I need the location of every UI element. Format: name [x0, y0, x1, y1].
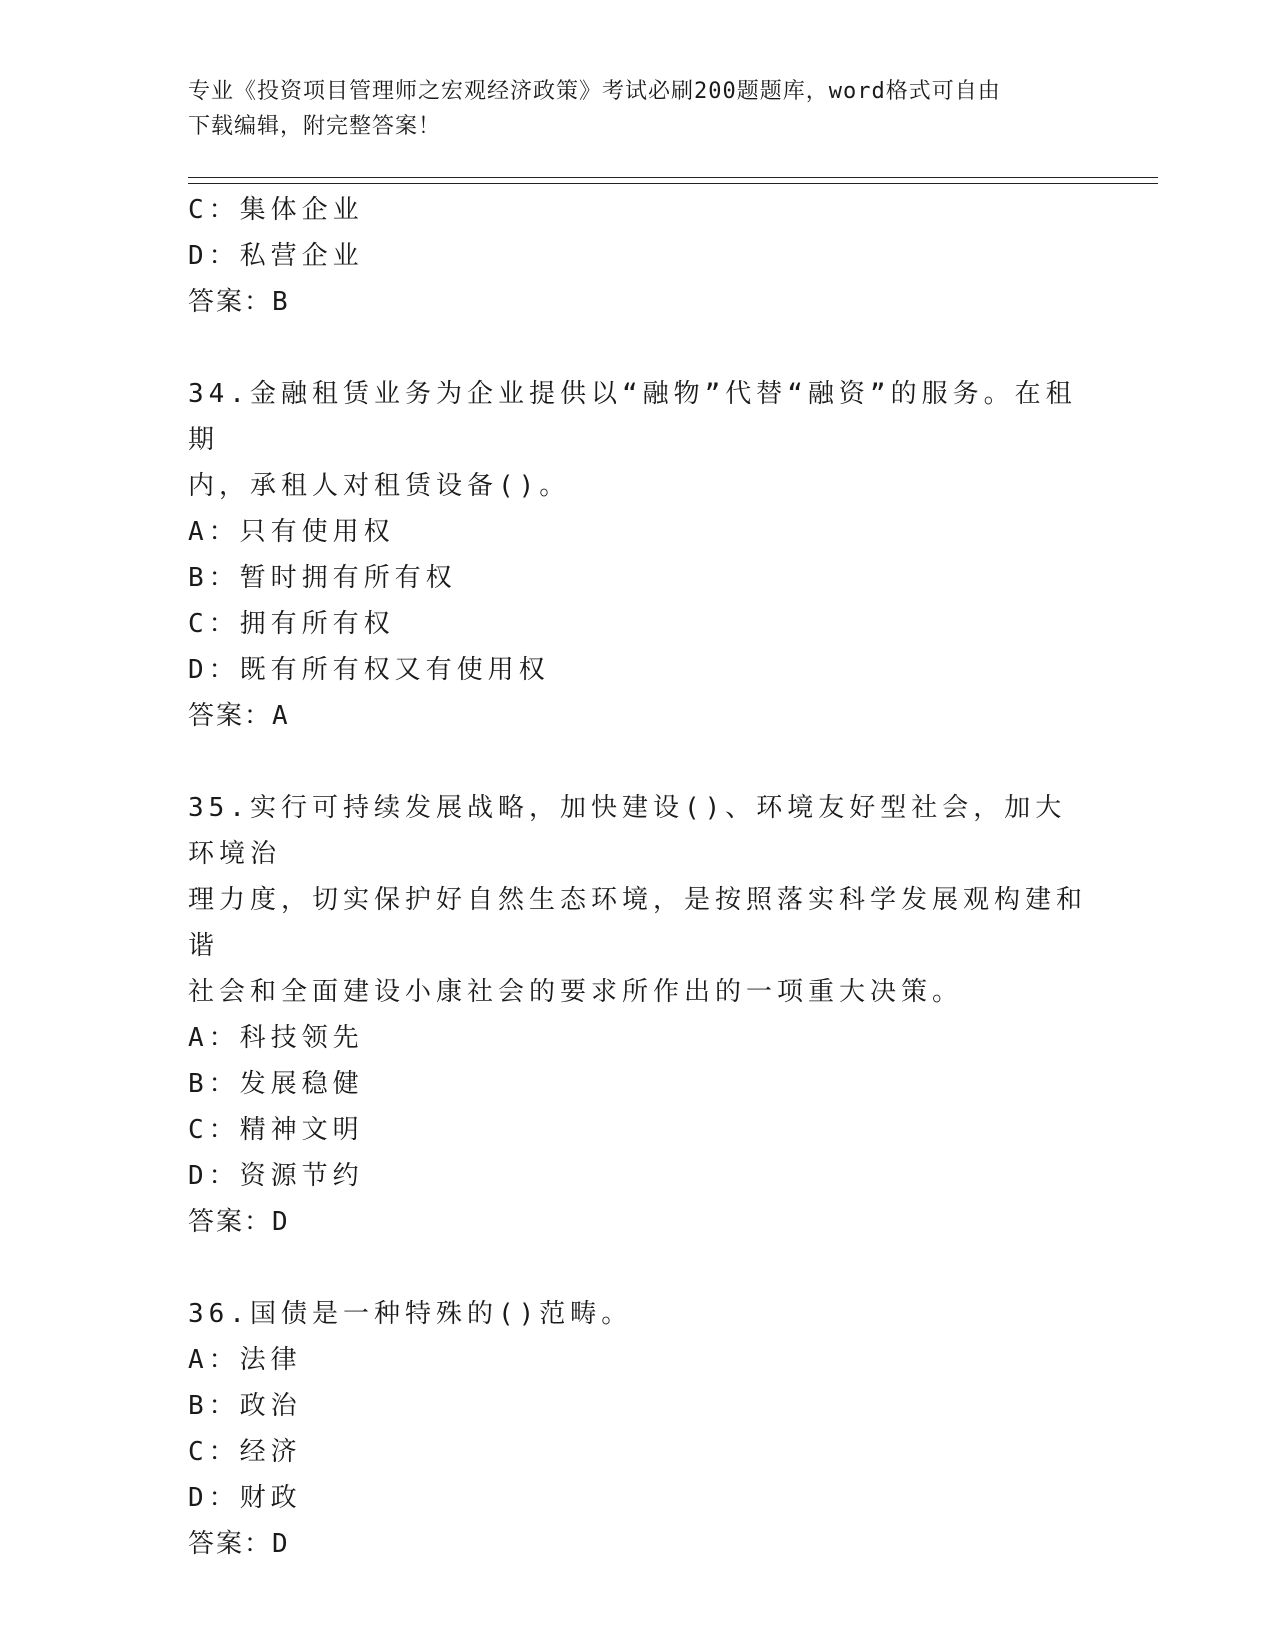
question-block-34 [188, 371, 1088, 739]
question-text-line: 36.国债是一种特殊的()范畴。 [188, 1299, 633, 1329]
option-a: A：科技领先 [188, 1023, 364, 1053]
header-divider-bottom [188, 183, 1158, 184]
document-header [188, 74, 1088, 144]
header-line-1: 专业《投资项目管理师之宏观经济政策》考试必刷200题题库，word格式可自由 [188, 79, 1001, 104]
question-text-line: 理力度，切实保护好自然生态环境，是按照落实科学发展观构建和谐 [188, 885, 1088, 961]
option-c: C：集体企业 [188, 195, 364, 225]
option-a: A：只有使用权 [188, 517, 395, 547]
option-b: B：暂时拥有所有权 [188, 563, 457, 593]
question-list [188, 187, 1088, 1567]
answer-line: 答案：B [188, 287, 290, 317]
option-a: A：法律 [188, 1345, 302, 1375]
answer-line: 答案：D [188, 1207, 290, 1237]
option-b: B：发展稳健 [188, 1069, 364, 1099]
option-c: C：拥有所有权 [188, 609, 395, 639]
header-line-2: 下载编辑，附完整答案！ [188, 114, 442, 139]
option-d: D：私营企业 [188, 241, 364, 271]
question-text-line: 社会和全面建设小康社会的要求所作出的一项重大决策。 [188, 977, 964, 1007]
question-block-36 [188, 1291, 1088, 1567]
option-c: C：精神文明 [188, 1115, 364, 1145]
option-d: D：财政 [188, 1483, 302, 1513]
option-c: C：经济 [188, 1437, 302, 1467]
answer-line: 答案：D [188, 1529, 290, 1559]
header-divider-top [188, 177, 1158, 178]
question-text-line: 34.金融租赁业务为企业提供以“融物”代替“融资”的服务。在租期 [188, 379, 1077, 455]
option-b: B：政治 [188, 1391, 302, 1421]
question-block-35 [188, 785, 1088, 1245]
spacer [188, 325, 1088, 371]
question-text-line: 35.实行可持续发展战略，加快建设()、环境友好型社会，加大环境治 [188, 793, 1067, 869]
question-text-line: 内，承租人对租赁设备()。 [188, 471, 571, 501]
spacer [188, 1245, 1088, 1291]
option-d: D：资源节约 [188, 1161, 364, 1191]
option-d: D：既有所有权又有使用权 [188, 655, 550, 685]
answer-line: 答案：A [188, 701, 290, 731]
spacer [188, 739, 1088, 785]
question-block-prev [188, 187, 1088, 325]
